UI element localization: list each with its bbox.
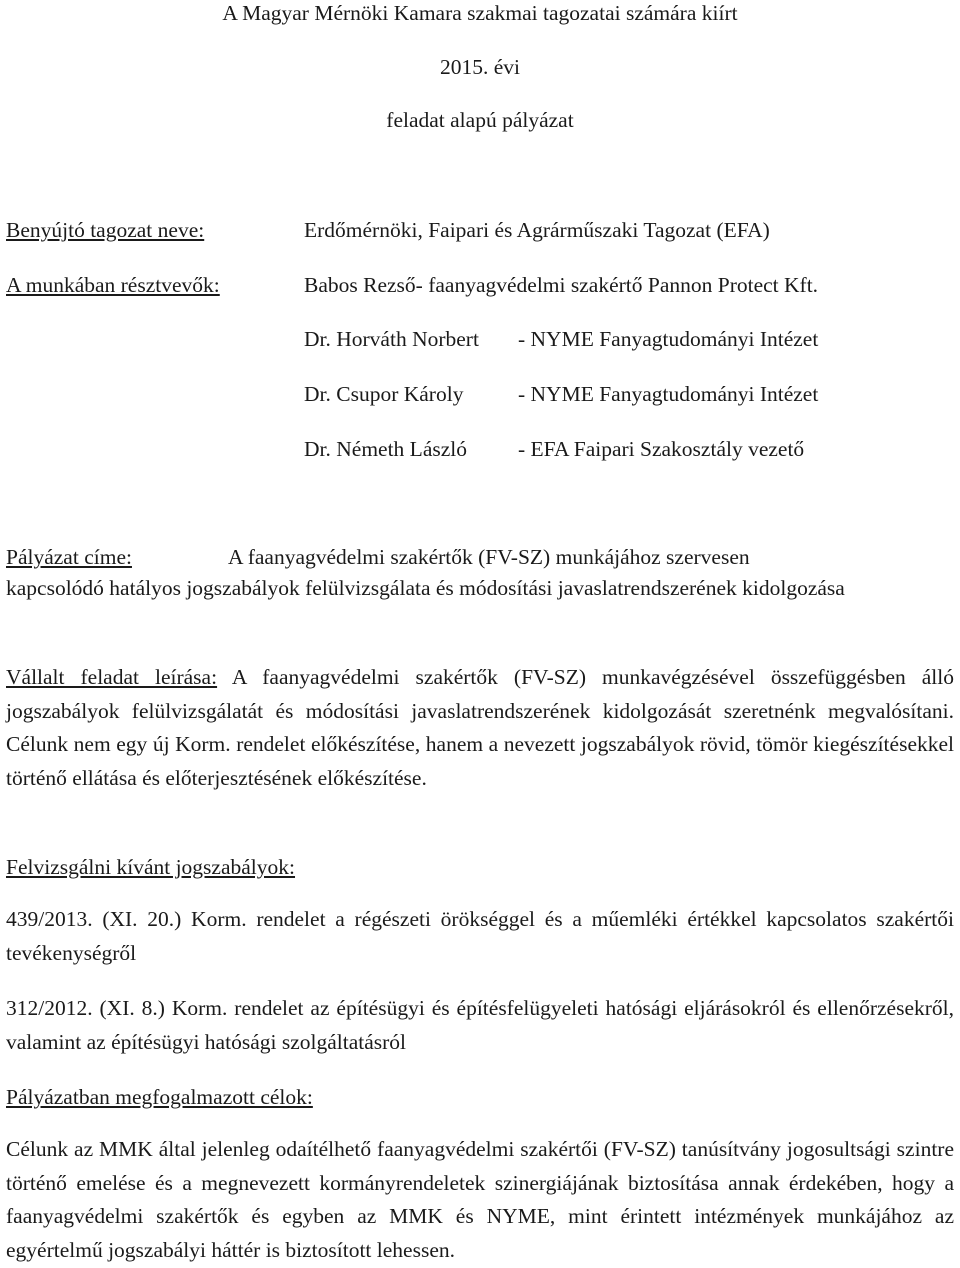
law-item: 439/2013. (XI. 20.) Korm. rendelet a régészeti örökséggel és a műemléki értékkel kapcsolatos szakértői tevékenységről xyxy=(6,907,954,965)
participant-name: Dr. Németh László xyxy=(304,437,467,461)
title-continuation: kapcsolódó hatályos jogszabályok felülvizsgálata és módosítási javaslatrendszerének kidolgozása xyxy=(6,576,845,600)
submitter-value: Erdőmérnöki, Faipari és Agrárműszaki Tagozat (EFA) xyxy=(304,218,770,242)
law-item: 312/2012. (XI. 8.) Korm. rendelet az építésügyi és építésfelügyeleti hatósági eljárásokról és ellenőrzésekről, valamint az építésügyi hatósági szolgáltatásról xyxy=(6,996,954,1054)
task-label: Vállalt feladat leírása: xyxy=(6,665,218,689)
task-description xyxy=(6,661,954,795)
participant-name: Dr. Horváth Norbert xyxy=(304,327,479,351)
goals-text: Célunk az MMK által jelenleg odaítélhető faanyagvédelmi szakértői (FV-SZ) tanúsítvány jogosultsági szintre történő emelése és a megnevezett kormányrendeletek szinergiájának biztosítása annak érdekében, hogy a faanyagvédelmi szakértők és egyben az MMK és NYME, mint érintett intézmények munkájához az egyértelmű jogszabályi háttér is biztosított lehessen. xyxy=(6,1137,954,1262)
participant-role: - NYME Fanyagtudományi Intézet xyxy=(518,382,819,406)
title-first-line: A faanyagvédelmi szakértők (FV-SZ) munkájához szervesen xyxy=(228,545,750,569)
task-text: A faanyagvédelmi szakértők (FV-SZ) munkavégzésével összefüggésben álló jogszabályok felülvizsgálatát és módosítási javaslatrendszerének kidolgozását szeretnénk megvalósítani. Célunk nem egy új Korm. rendelet előkészítése, hanem a nevezett jogszabályok rövid, tömör kiegészítésekkel történő ellátása és előterjesztésének előkészítése. xyxy=(6,665,954,790)
header-line-3: feladat alapú pályázat xyxy=(386,108,574,132)
participant-name: Dr. Csupor Károly xyxy=(304,382,464,406)
header-year: 2015. évi xyxy=(439,55,521,79)
submitter-label: Benyújtó tagozat neve: xyxy=(6,218,205,242)
participant-first: Babos Rezső- faanyagvédelmi szakértő Pannon Protect Kft. xyxy=(304,273,819,297)
header-line-1: A Magyar Mérnöki Kamara szakmai tagozatai számára kiírt xyxy=(222,1,738,25)
title-label: Pályázat címe: xyxy=(6,545,132,569)
participant-role: - EFA Faipari Szakosztály vezető xyxy=(518,437,805,461)
participant-role: - NYME Fanyagtudományi Intézet xyxy=(518,327,819,351)
participants-label: A munkában résztvevők: xyxy=(6,273,220,297)
goals-label: Pályázatban megfogalmazott célok: xyxy=(6,1085,313,1109)
laws-label: Felvizsgálni kívánt jogszabályok: xyxy=(6,855,296,879)
